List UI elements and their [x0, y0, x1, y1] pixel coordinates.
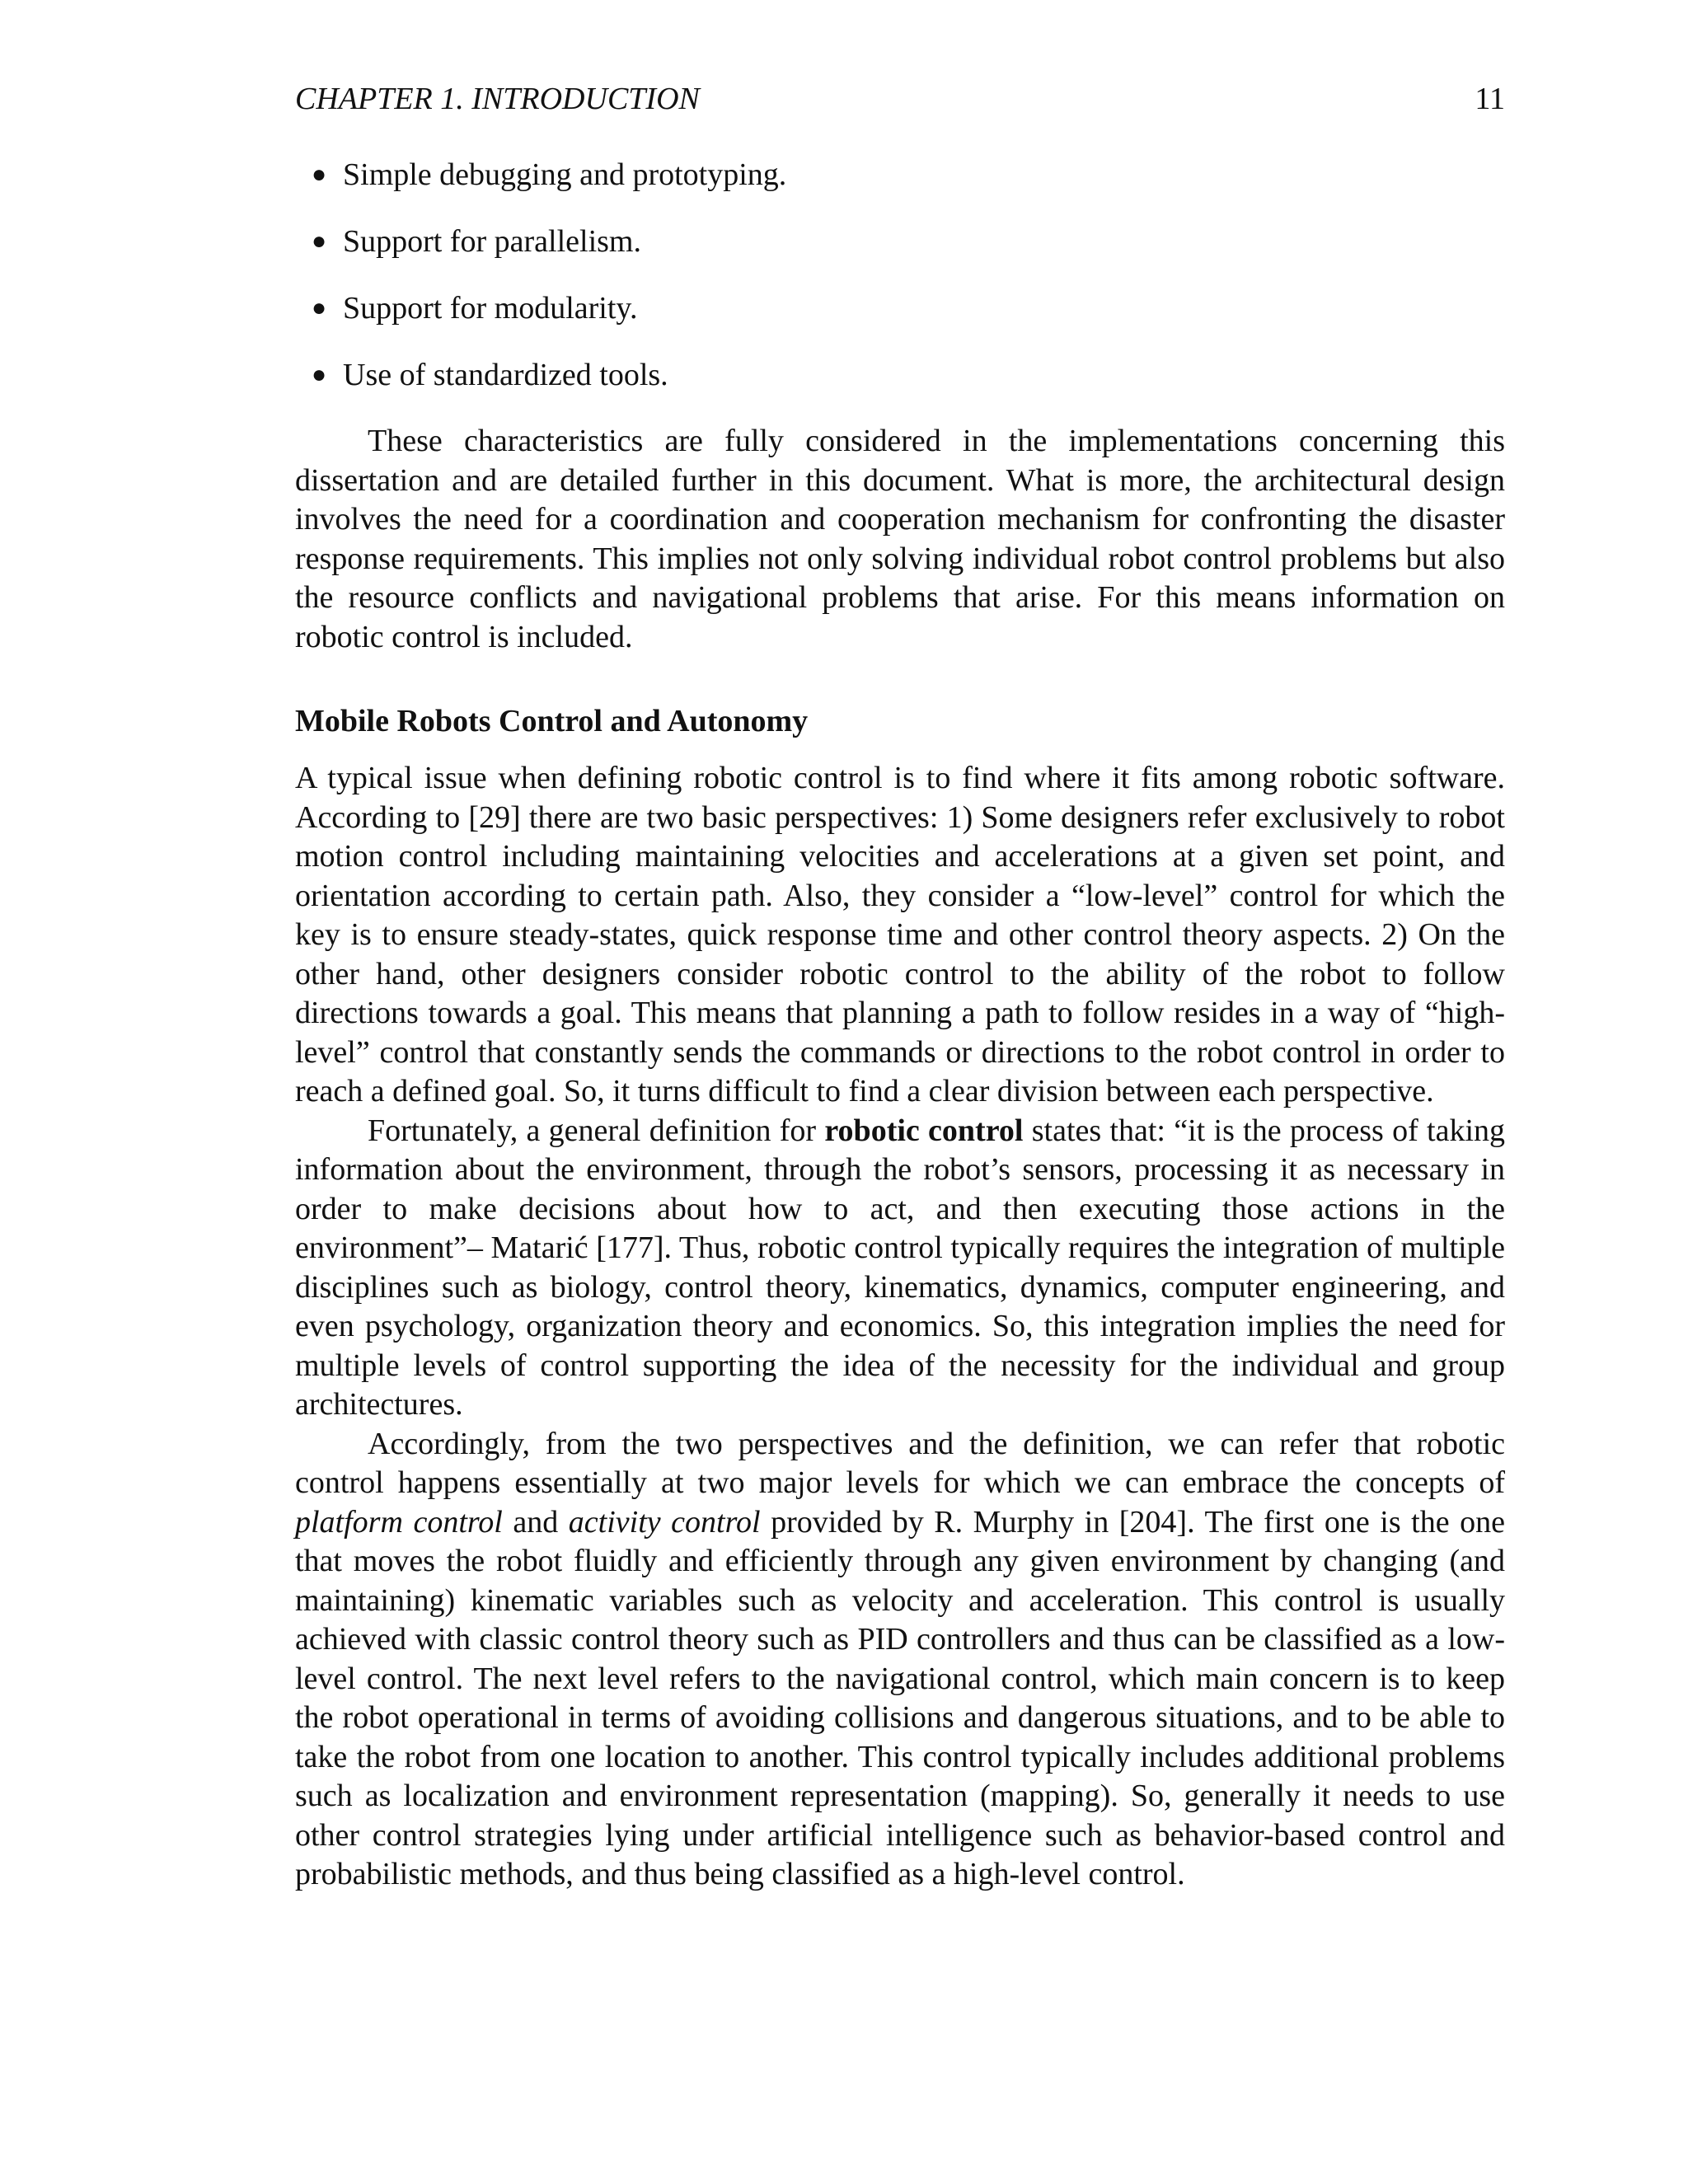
running-header: [295, 76, 1505, 122]
list-item: ● Use of standardized tools.: [343, 355, 1505, 395]
bullet-icon: ●: [312, 227, 327, 255]
paragraph-control-levels: Accordingly, from the two perspectives and the definition, we can refer that robotic control happens essentially at two major levels for which we can embrace the concepts of platform control and activity control provided by R. Murphy in [204]. The first one is the one that moves the robot fluidly and efficiently through any given environment by changing (and maintaining) kinematic variables such as velocity and acceleration. This control is usually achieved with classic control theory such as PID controllers and thus can be classified as a low-level control. The next level refers to the navigational control, which main concern is to keep the robot operational in terms of avoiding collisions and dangerous situations, and to be able to take the robot from one location to another. This control typically includes additional problems such as localization and environment representation (mapping). So, generally it needs to use other control strategies lying under artificial intelligence such as behavior-based control and probabilistic methods, and thus being classified as a high-level control.: [295, 1426, 1505, 1891]
list-item: ● Support for parallelism.: [343, 222, 1505, 261]
term-platform-control: platform control: [295, 1504, 503, 1540]
term-activity-control: activity control: [568, 1504, 761, 1540]
section-heading: Mobile Robots Control and Autonomy: [295, 704, 809, 738]
feature-bullet-list: [295, 155, 1505, 395]
paragraph-definition: Fortunately, a general definition for robotic control states that: “it is the process of taking information about the environment, through the robot’s sensors, processing it as necessary in order to make decisions about how to act, and then executing those actions in the environment”– Matarić [177]. Thus, robotic control typically requires the integration of multiple disciplines such as biology, control theory, kinematics, dynamics, computer engineering, and even psychology, organization theory and economics. So, this integration implies the need for multiple levels of control supporting the idea of the necessity for the individual and group architectures.: [295, 1113, 1506, 1422]
page-number: 11: [1475, 82, 1505, 116]
list-item: ● Simple debugging and prototyping.: [343, 155, 1505, 194]
bullet-icon: ●: [312, 361, 327, 388]
document-page: [295, 76, 1505, 1895]
bullet-icon: ●: [312, 161, 327, 188]
chapter-title: CHAPTER 1. INTRODUCTION: [295, 82, 700, 116]
paragraph-characteristics: These characteristics are fully considered in the implementations concerning this dissertation and are detailed further in this document. What is more, the architectural design involves the need for a coordination and cooperation mechanism for confronting the disaster response requirements. This implies not only solving individual robot control problems but also the resource conflicts and navigational problems that arise. For this means information on robotic control is included.: [295, 424, 1505, 654]
term-robotic-control: robotic control: [824, 1113, 1024, 1148]
list-item: ● Support for modularity.: [343, 288, 1505, 328]
paragraph-perspectives: A typical issue when defining robotic control is to find where it fits among robotic software. According to [29] there are two basic perspectives: 1) Some designers refer exclusively to robot motion control including maintaining velocities and accelerations at a given set point, and orientation according to certain path. Also, they consider a “low-level” control for which the key is to ensure steady-states, quick response time and other control theory aspects. 2) On the other hand, other designers consider robotic control to the ability of the robot to follow directions towards a goal. This means that planning a path to follow resides in a way of “high-level” control that constantly sends the commands or directions to the robot control in order to reach a defined goal. So, it turns difficult to find a clear division between each perspective.: [295, 761, 1505, 1108]
bullet-icon: ●: [312, 294, 327, 321]
